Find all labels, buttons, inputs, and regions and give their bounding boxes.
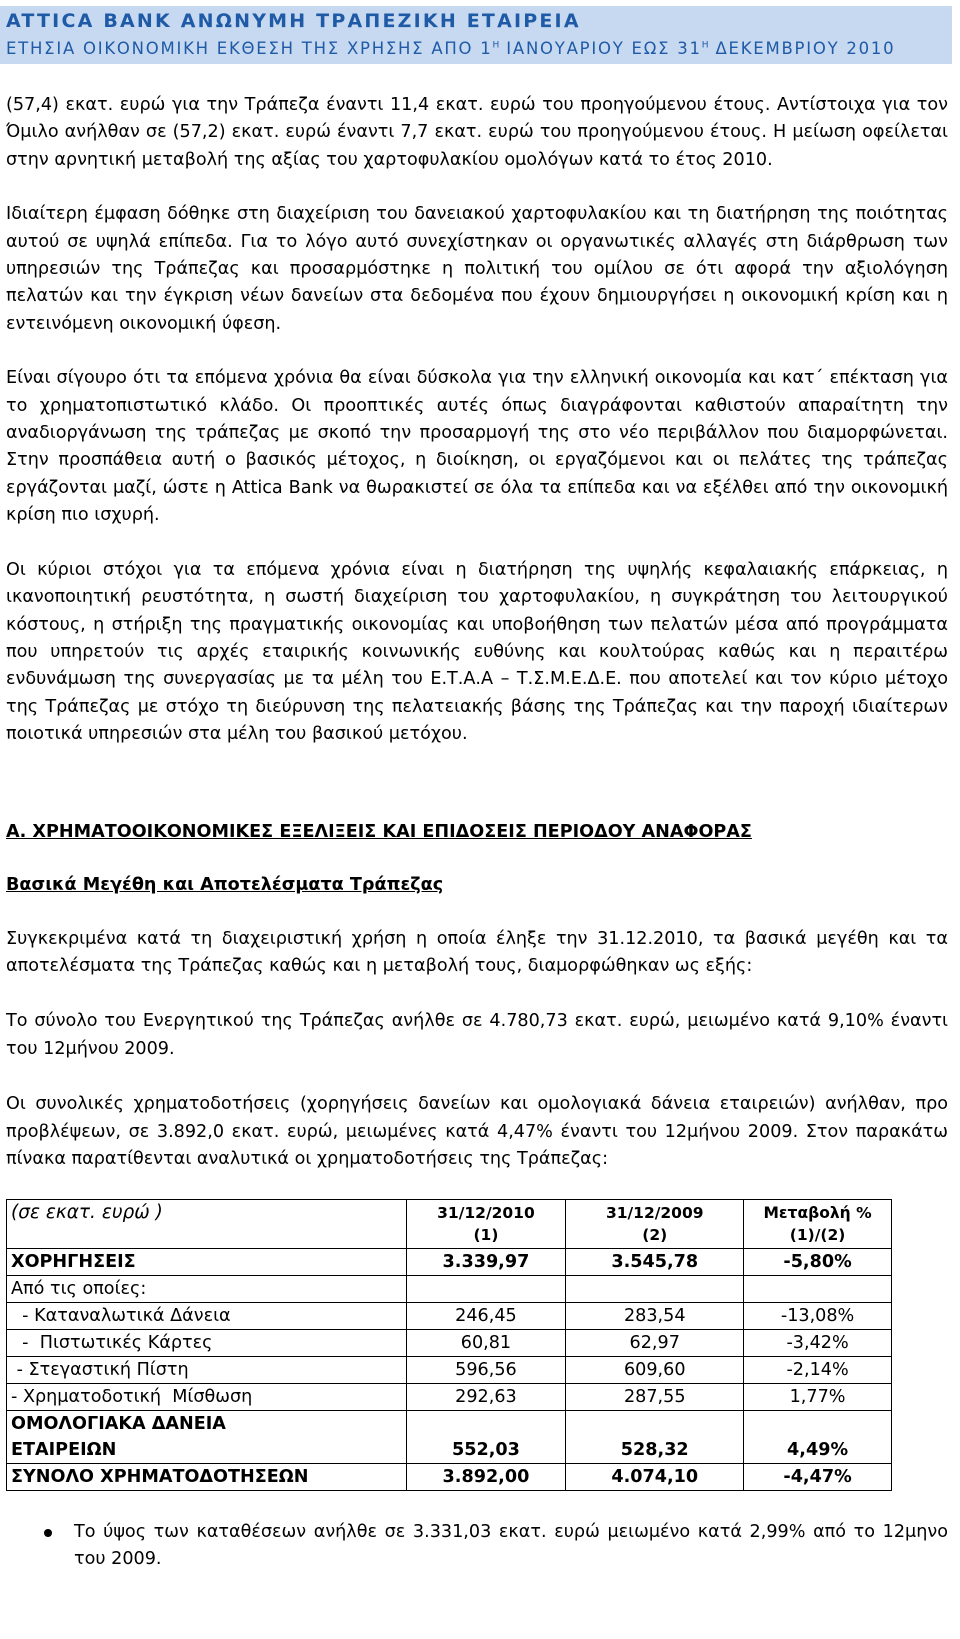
row-label-line: ΟΜΟΛΟΓΙΑΚΑ ΔΑΝΕΙΑ	[11, 1414, 226, 1435]
cell-value: 609,60	[566, 1357, 744, 1384]
table-row	[7, 1276, 892, 1303]
superscript: Η	[701, 40, 709, 51]
cell-value: -3,42%	[744, 1330, 892, 1357]
cell-value: 596,56	[406, 1357, 566, 1384]
subtitle-part: ΔΕΚΕΜΒΡΙΟΥ 2010	[708, 39, 896, 58]
cell-value: 292,63	[406, 1384, 566, 1411]
cell-value	[566, 1276, 744, 1303]
report-subtitle	[6, 39, 895, 58]
cell-value: -13,08%	[744, 1303, 892, 1330]
header-text: 31/12/2010	[437, 1204, 535, 1223]
cell-value	[406, 1276, 566, 1303]
row-label	[7, 1411, 407, 1464]
row-label: - Χρηματοδοτική Μίσθωση	[7, 1384, 407, 1411]
row-label: ΣΥΝΟΛΟ ΧΡΗΜΑΤΟΔΟΤΗΣΕΩΝ	[7, 1464, 407, 1491]
cell-value: 3.545,78	[566, 1249, 744, 1276]
cell-value: 1,77%	[744, 1384, 892, 1411]
unit-label: (σε εκατ. ευρώ )	[7, 1200, 407, 1249]
header-text: (1)	[473, 1226, 499, 1245]
subsection-heading: Βασικά Μεγέθη και Αποτελέσματα Τράπεζας	[6, 874, 444, 895]
paragraph: Το σύνολο του Ενεργητικού της Τράπεζας ανήλθε σε 4.780,73 εκατ. ευρώ, μειωμένο κατά 9,10% έναντι του 12μήνου 2009.	[6, 1011, 948, 1059]
column-header	[744, 1200, 892, 1249]
page-header	[0, 6, 952, 64]
cell-value: 60,81	[406, 1330, 566, 1357]
header-text: (1)/(2)	[789, 1226, 846, 1245]
subtitle-part: ΙΑΝΟΥΑΡΙΟΥ ΕΩΣ 31	[499, 39, 702, 58]
bullet-item	[6, 1519, 948, 1573]
table-row	[7, 1357, 892, 1384]
table-row	[7, 1249, 892, 1276]
table-row	[7, 1303, 892, 1330]
cell-value: 283,54	[566, 1303, 744, 1330]
row-label: Από τις οποίες:	[7, 1276, 407, 1303]
column-header	[406, 1200, 566, 1249]
table-row	[7, 1464, 892, 1491]
bullet-text: Το ύψος των καταθέσεων ανήλθε σε 3.331,03 εκατ. ευρώ μειωμένο κατά 2,99% από το 12μηνο του 2009.	[74, 1522, 948, 1570]
header-text: 31/12/2009	[605, 1204, 704, 1223]
table-row	[7, 1411, 892, 1464]
table-row	[7, 1330, 892, 1357]
section-heading: Α. ΧΡΗΜΑΤΟΟΙΚΟΝΟΜΙΚΕΣ ΕΞΕΛΙΞΕΙΣ ΚΑΙ ΕΠΙΔΟΣΕΙΣ ΠΕΡΙΟΔΟΥ ΑΝΑΦΟΡΑΣ	[6, 821, 752, 842]
header-text: (2)	[642, 1226, 668, 1245]
paragraph: Οι κύριοι στόχοι για τα επόμενα χρόνια είναι η διατήρηση της υψηλής κεφαλαιακής επάρκειας, η ικανοποιητική ρευστότητα, η σωστή διαχείριση του χαρτοφυλακίου, η συγκράτηση του λειτουργικού κόστους, η στήριξη της πραγματικής οικονομίας και υποβοήθηση των πελατών μέσα από προγράμματα που υπηρετούν τις αρχές εταιρικής κοινωνικής ευθύνης και κουλτούρας καθώς και η περαιτέρω ενδυνάμωση της συνεργασίας με τα μέλη του Ε.Τ.Α.Α – Τ.Σ.Μ.Ε.Δ.Ε. που αποτελεί και τον κύριο μέτοχο της Τράπεζας με στόχο τη διεύρυνση της πελατειακής βάσης της Τράπεζας και την παροχή ιδιαίτερων ποιοτικά υπηρεσιών στα μέλη του βασικού μετόχου.	[6, 559, 948, 745]
header-text: Μεταβολή %	[763, 1204, 872, 1223]
superscript: Η	[492, 40, 500, 51]
row-label: - Καταναλωτικά Δάνεια	[7, 1303, 407, 1330]
cell-value: 287,55	[566, 1384, 744, 1411]
cell-value: 3.892,00	[406, 1464, 566, 1491]
table-row	[7, 1384, 892, 1411]
row-label: - Πιστωτικές Κάρτες	[7, 1330, 407, 1357]
cell-value: 4.074,10	[566, 1464, 744, 1491]
paragraph: Ιδιαίτερη έμφαση δόθηκε στη διαχείριση του δανειακού χαρτοφυλακίου και τη διατήρηση της ποιότητας αυτού σε υψηλά επίπεδα. Για το λόγο αυτό συνεχίστηκαν οι οργανωτικές αλλαγές στη διάρθρωση των υπηρεσιών της Τράπεζας και προσαρμόστηκε η πολιτική του ομίλου σε ότι αφορά την αξιολόγηση πελατών και την έγκριση νέων δανείων στα δεδομένα που έχουν δημιουργήσει η οικονομική κρίση και η εντεινόμενη οικονομική ύφεση.	[6, 204, 948, 334]
document-body	[6, 92, 948, 1573]
subtitle-part: ΕΤΗΣΙΑ ΟΙΚΟΝΟΜΙΚΗ ΕΚΘΕΣΗ ΤΗΣ ΧΡΗΣΗΣ ΑΠΟ 1	[6, 39, 493, 58]
cell-value: 552,03	[406, 1411, 566, 1464]
column-header	[566, 1200, 744, 1249]
cell-value: 246,45	[406, 1303, 566, 1330]
paragraph: Είναι σίγουρο ότι τα επόμενα χρόνια θα είναι δύσκολα για την ελληνική οικονομία και κατ΄ επέκταση για το χρηματοπιστωτικό κλάδο. Οι προοπτικές αυτές όπως διαγράφονται καθιστούν απαραίτητη την αναδιοργάνωση της τράπεζας με σκοπό την προσαρμογή της στο νέο περιβάλλον που διαμορφώνεται. Στην προσπάθεια αυτή ο βασικός μέτοχος, η διοίκηση, οι εργαζόμενοι και οι πελάτες της τράπεζας εργάζονται μαζί, ώστε η Attica Bank να θωρακιστεί σε όλα τα επίπεδα και να εξέλθει από την οικονομική κρίση πιο ισχυρή.	[6, 368, 948, 526]
paragraph: (57,4) εκατ. ευρώ για την Τράπεζα έναντι 11,4 εκατ. ευρώ του προηγούμενου έτους. Αντίστοιχα για τον Όμιλο ανήλθαν σε (57,2) εκατ. ευρώ έναντι 7,7 εκατ. ευρώ του προηγούμενου έτους. Η μείωση οφείλεται στην αρνητική μεταβολή της αξίας του χαρτοφυλακίου ομολόγων κατά το έτος 2010.	[6, 95, 948, 170]
company-title: ATTICA BANK ΑΝΩΝΥΜΗ ΤΡΑΠΕΖΙΚΗ ΕΤΑΙΡΕΙΑ	[6, 10, 581, 32]
cell-value: -2,14%	[744, 1357, 892, 1384]
row-label: - Στεγαστική Πίστη	[7, 1357, 407, 1384]
cell-value: -5,80%	[744, 1249, 892, 1276]
row-label: ΧΟΡΗΓΗΣΕΙΣ	[7, 1249, 407, 1276]
table-header-row	[7, 1200, 892, 1249]
paragraph: Οι συνολικές χρηματοδοτήσεις (χορηγήσεις δανείων και ομολογιακά δάνεια εταιρειών) ανήλθαν, προ προβλέψεων, σε 3.892,0 εκατ. ευρώ, μειωμένες κατά 4,47% έναντι του 12μήνου 2009. Στον παρακάτω πίνακα παρατίθενται αναλυτικά οι χρηματοδοτήσεις της Τράπεζας:	[6, 1094, 948, 1169]
cell-value: -4,47%	[744, 1464, 892, 1491]
cell-value: 528,32	[566, 1411, 744, 1464]
cell-value: 3.339,97	[406, 1249, 566, 1276]
paragraph: Συγκεκριμένα κατά τη διαχειριστική χρήση η οποία έληξε την 31.12.2010, τα βασικά μεγέθη και τα αποτελέσματα της Τράπεζας καθώς και η μεταβολή τους, διαμορφώθηκαν ως εξής:	[6, 928, 948, 976]
financing-table	[6, 1199, 892, 1491]
cell-value: 4,49%	[744, 1411, 892, 1464]
cell-value	[744, 1276, 892, 1303]
row-label-line: ΕΤΑΙΡΕΙΩΝ	[11, 1440, 117, 1461]
bullet-icon	[44, 1529, 52, 1537]
cell-value: 62,97	[566, 1330, 744, 1357]
